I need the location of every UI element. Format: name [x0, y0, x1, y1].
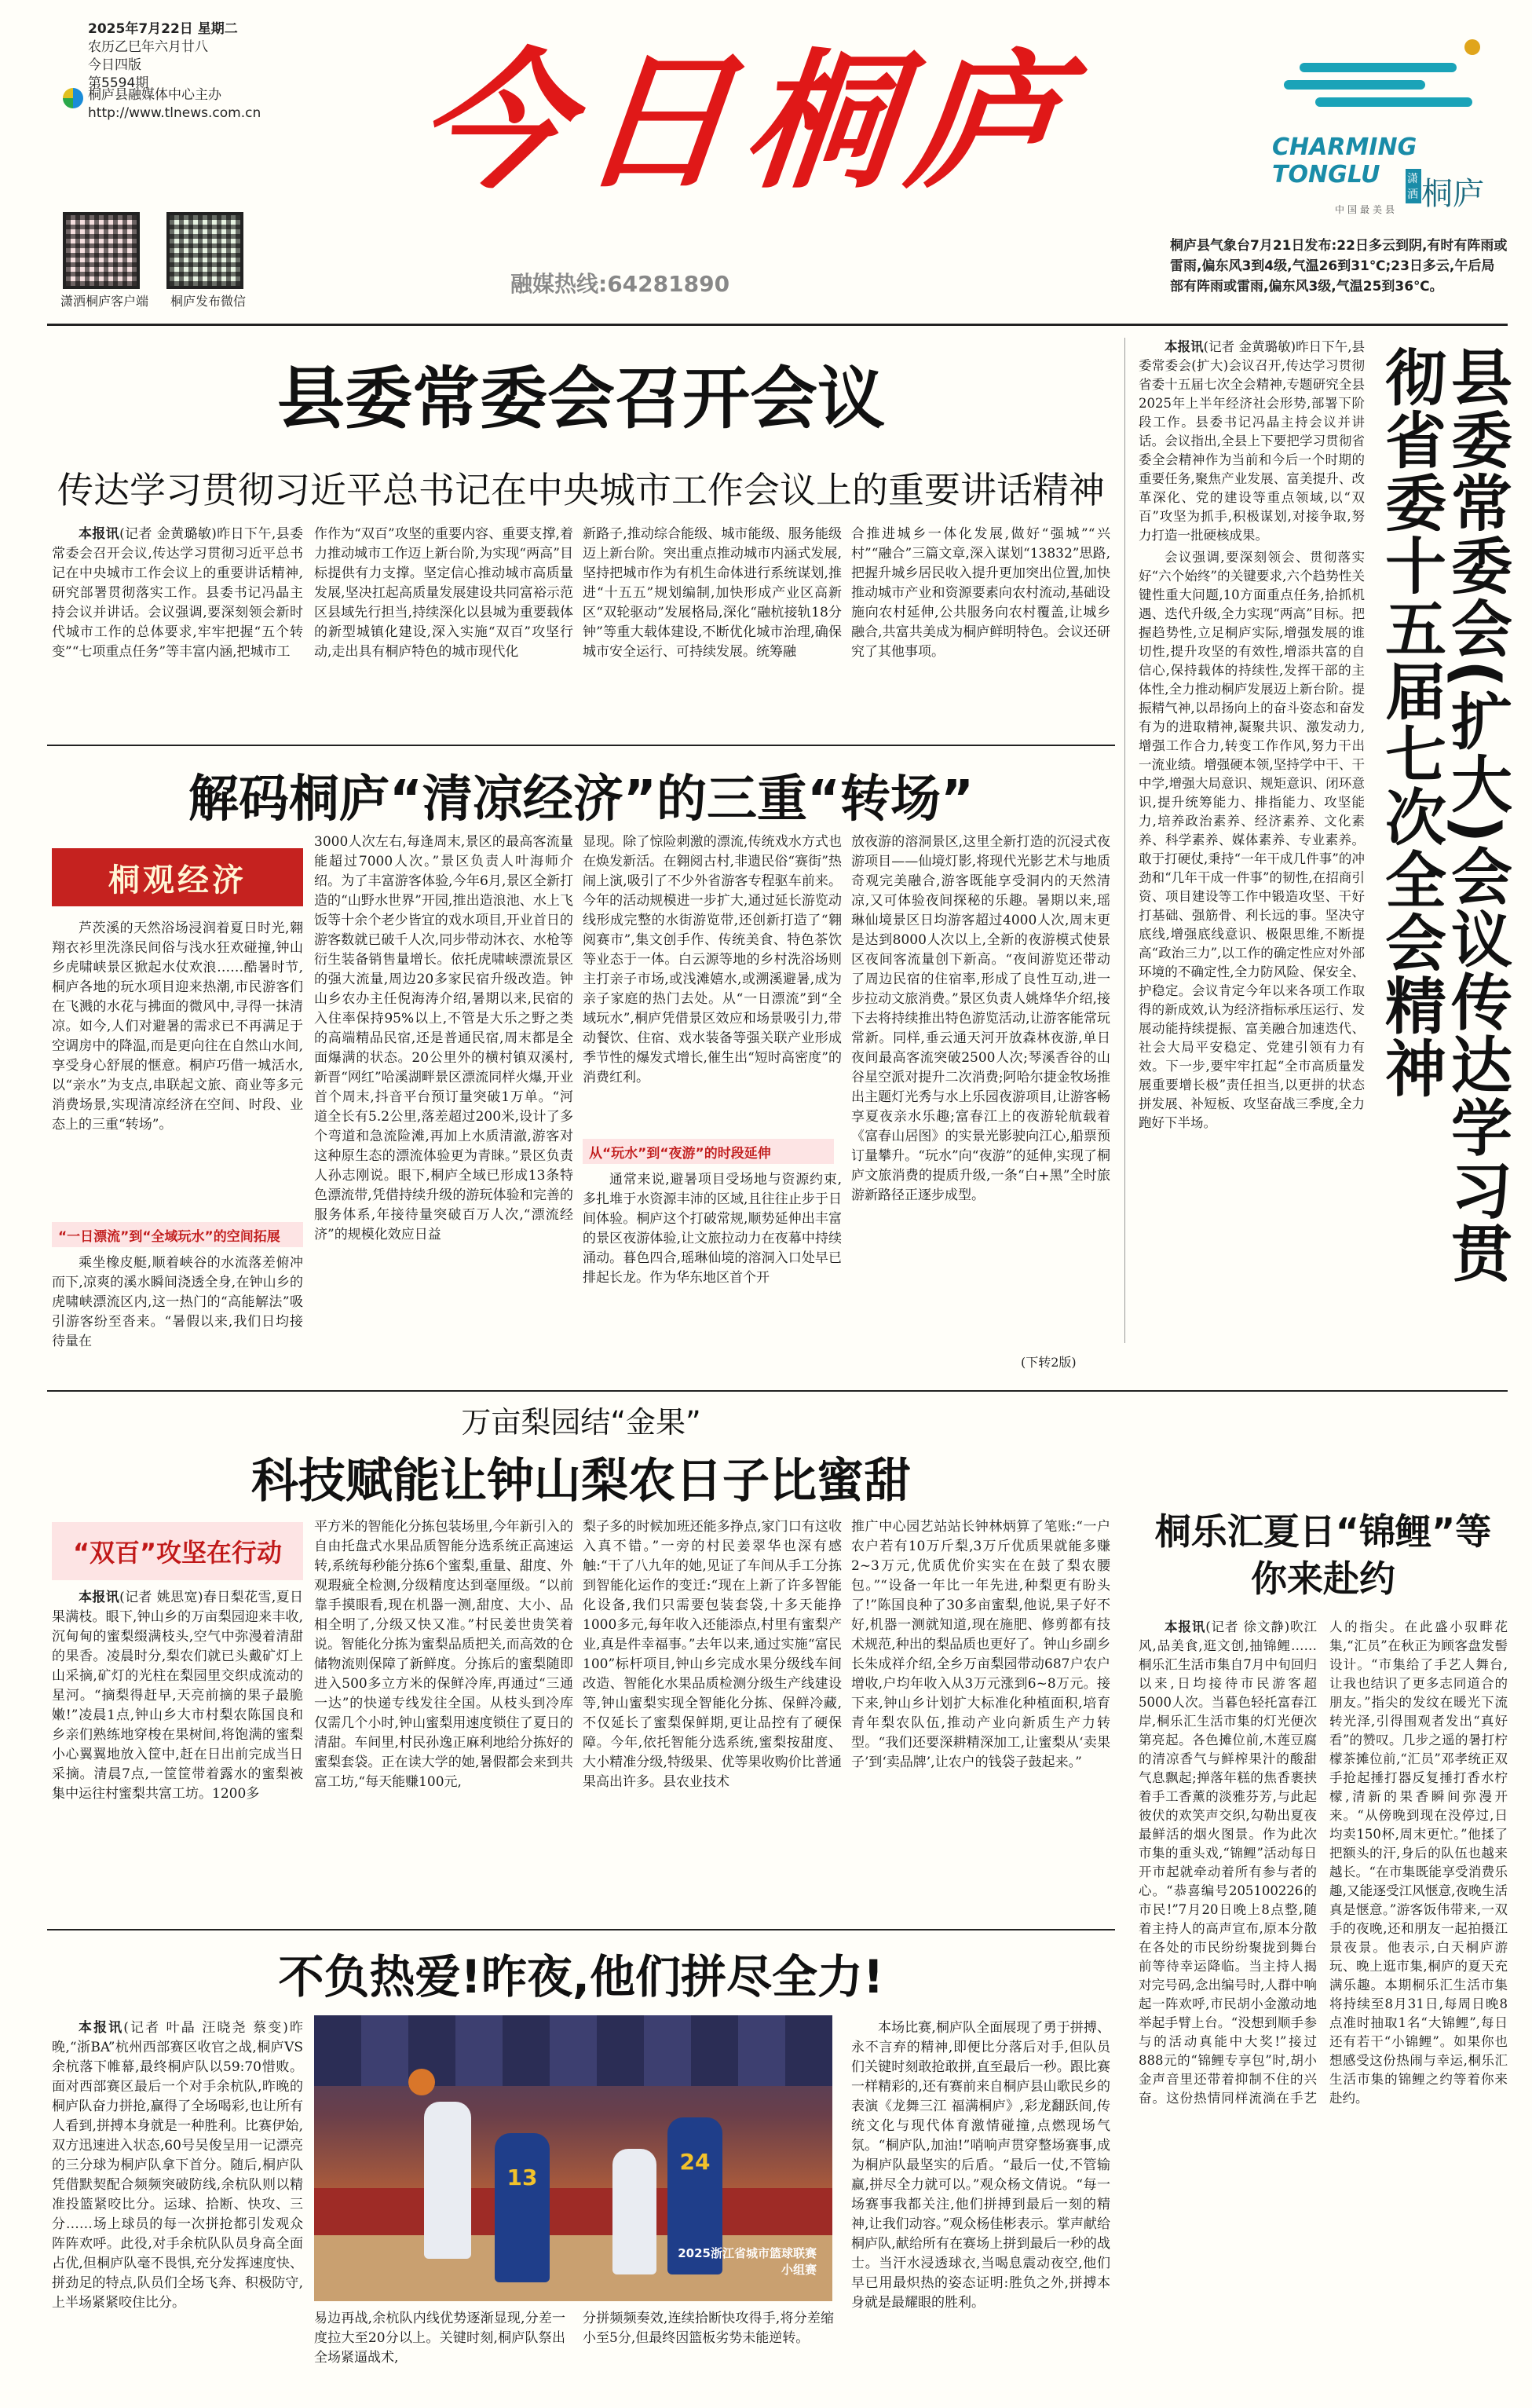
article4-col1 [52, 2018, 303, 2388]
photo-caption2: 小组赛 [781, 2263, 817, 2277]
article3-col2 [314, 1517, 573, 1918]
article2-text3b: 通常来说,避暑项目受场地与资源约束,多扎堆于水资源丰沛的区域,且往往止步于日间体验。桐庐这个打破常规,顺势延伸出丰富的景区夜游体验,让文旅拉动力在夜幕中持续涌动。暮色四合,瑶琳仙境的溶洞入口处早已排起长龙。作为华东地区首个开 [583, 1172, 842, 1286]
photo-watermark [678, 2245, 817, 2278]
side-divider [1124, 338, 1125, 1343]
article2-col4 [851, 833, 1110, 1351]
article1-text3: 新路子,推动综合能级、城市能级、服务能级迈上新台阶。突出重点推动城市内涵式发展,坚持把城市作为有机生命体进行系统谋划,推进“十五五”规划编制,加快形成产业区高新区“双轮驱动”发展格局,深化“融杭接轨18分钟”等重大载体建设,不断优化城市治理,确保城市安全运行、可持续发展。统筹融 [583, 526, 842, 660]
article2-text1a: 芦茨溪的天然浴场浸润着夏日时光,翱翔衣衫里洗涤民间俗与浅水狂欢碰撞,钟山乡虎啸峡景区掀起水仗欢浪……酷暑时节,桐庐各地的玩水项目迎来热潮,市民游客们在飞溅的水花与拂面的微风中,寻得一抹清凉。如今,人们对避暑的需求已不再满足于空调房中的降温,而是更向往在自然山水间,享受身心舒展的惬意。桐庐巧借一城活水,以“亲水”为支点,串联起文旅、商业等多元消费场景,实现清凉经济在空间、时段、业态上的三重“转场”。 [52, 920, 303, 1133]
article2-col3a [583, 833, 842, 1131]
side1-text2: 会议强调,要深刻领会、贯彻落实好“六个始终”的关键要求,六个趋势性关键性重大问题,10方面重点任务,拾抓机遇、迭代升级,全力实现“两高”目标。把握趋势性,立足桐庐实际,增强发展的谁切性,提升攻坚的有效性,增添共富的自信心,保持载体的持续性,发挥干部的主体性,全力推动桐庐发展迈上新台阶。提振精气神,以昂扬向上的奋斗姿态和奋发有为的进取精神,凝聚共识、激发动力,增强工作合力,转变工作作风,努力干出一流业绩。增强硬本领,坚持学中干、干中学,增强大局意识、规矩意识、闭环意识,提升统筹能力、排指能力、攻坚能力,培养政治素养、经济素养、文化素养、科学素养、媒体素养、专业素养。敢于打硬仗,秉持“一年干成几件事”的冲劲和“几年干成一件事”的韧性,在招商引资、项目建设等工作中锻造攻坚、干好打基础、强筋骨、利长远的事。坚决守底线,增强底线意识、极限思维,不断提高“政治三力”,以工作的确定性应对外部环境的不确定性,全力防风险、保安全、护稳定。会议肯定今年以来各项工作取得的新成效,认为经济指标承压运行、发展动能持续提振、富美融合加速迭代、社会大局平安稳定、党建引领有力有效。下一步,要牢牢扛起“全市高质量发展重要增长极”责任担当,以更拼的状态拼发展、补短板、攻坚奋战三季度,全力跑好下半场。 [1139, 550, 1365, 1130]
article1-text4: 合推进城乡一体化发展,做好“强城”“兴村”“融合”三篇文章,深入谋划“13832”思路,把握升城乡居民收入提升更加突出位置,加快推动城市产业和资源要素向农村流动,基础设施向农村延伸,公共服务向农村覆盖,让城乡融合,共富共美成为桐庐鲜明特色。会议还研究了其他事项。 [851, 526, 1110, 660]
side1-byline: 本报讯 [1165, 339, 1204, 354]
side1-reporter: (记者 金黄璐敏) [1203, 339, 1296, 354]
article3-kicker: 万亩梨园结“金果” [461, 1405, 701, 1440]
article1-headline: 县委常委会召开会议 [277, 360, 885, 438]
side1-body [1139, 338, 1365, 1327]
photo-caption: 2025浙江省城市篮球联赛 [678, 2246, 817, 2260]
app-qr-code[interactable] [63, 212, 140, 289]
brand-tag: 潇洒 [1406, 169, 1421, 203]
hotline: 融媒热线:64281890 [510, 271, 730, 297]
article1-col4 [851, 525, 1110, 737]
article1-col1 [52, 525, 303, 737]
article3-byline: 本报讯 [79, 1590, 120, 1605]
article2-headline: 解码桐庐“清凉经济”的三重“转场” [188, 770, 974, 829]
article3-text4: 推广中心园艺站站长钟林炳算了笔账:“一户农户若有10万斤梨,3万斤优质果就能多赚2~3万元,优质优价实实在在鼓了梨农腰包。”“设备一年比一年先进,种梨更有盼头了!”陈国良种了30多亩蜜梨,他说,果子好不好,机器一测就知道,现在施肥、修剪都有技术规范,种出的梨品质也更好了。钟山乡副乡长朱成祥介绍,全乡万亩梨园带动687户农户增收,户均年收入从3万元涨到6~8万元。接下来,钟山乡计划扩大标准化种植面积,培育青年梨农队伍,推动产业向新质生产力转型。“我们还要深耕精深加工,让蜜梨从‘卖果子’到‘卖品牌’,让农户的钱袋子鼓起来。” [851, 1519, 1110, 1770]
article4-headline: 不负热爱!昨夜,他们拼尽全力! [278, 1950, 884, 2004]
brand-name-en: CHARMING TONGLU [1272, 134, 1417, 188]
article2-text2: 3000人次左右,每逢周末,景区的最高客流量能超过7000人次。”景区负责人叶海师介绍。为了丰富游客体验,今年6月,景区全新打造的“山野水世界”开园,推出造浪池、水上飞饭等十余个老少皆宜的戏水项目,开业首日的游客数就已破千人次,同步带动沐衣、水枪等衍生装备销售量增长。依托虎啸峡漂流景区的强大流量,周边20多家民宿升级改造。钟山乡农办主任倪海涛介绍,暑期以来,民宿的入住率保持95%以上,不管是大乐之野之类的高端精品民宿,还是普通民宿,周末都是全面爆满的状态。20公里外的横村镇双溪村,新晋“网红”哈溪湖畔景区漂流同样火爆,开业首个周末,抖音平台预订量突破1万单。“河道全长有5.2公里,落差超过200米,设计了多个弯道和急流险滩,再加上水质清澈,游客对这种原生态的漂流体验更为青睐。”景区负责人孙志刚说。眼下,桐庐全域已形成13条特色漂流带,凭借持续升级的游玩体验和完善的服务体系,年接待量突破百万人次,“漂流经济”的规模化效应日益 [314, 834, 573, 1242]
lunar-date: 农历乙巳年六月廿八 [88, 39, 208, 55]
qr1-label: 潇洒桐庐客户端 [60, 294, 148, 309]
side2-headline: 桐乐汇夏日“锦鲤”等你来赴约 [1154, 1510, 1492, 1600]
article1-subhead: 传达学习贯彻习近平总书记在中央城市工作会议上的重要讲话精神 [57, 469, 1105, 511]
article1-col3 [583, 525, 842, 737]
article2-col3b [583, 1170, 842, 1374]
publisher-name: 桐庐县融媒体中心主办 [88, 87, 221, 103]
brand-name-cn: 桐庐 [1421, 176, 1484, 212]
header-divider [47, 324, 1508, 326]
article2-subhead2: 从“玩水”到“夜游”的时段延伸 [583, 1139, 834, 1164]
brand-wave-icon [1284, 63, 1480, 110]
article3-headline: 科技赋能让钟山梨农日子比蜜甜 [251, 1454, 911, 1509]
player-blue-a: 13 [495, 2133, 550, 2282]
page-count: 今日四版 [88, 57, 141, 73]
basketball-photo [314, 2015, 832, 2301]
side2-reporter: (记者 徐文静) [1205, 1619, 1290, 1634]
column-tag-economy: 桐观经济 [52, 848, 303, 906]
article2-col1b [52, 1253, 303, 1371]
article4-col2a [314, 2309, 565, 2395]
publisher-info [88, 86, 292, 123]
side2-text: 吹江风,品美食,逛文创,抽锦鲤……桐乐汇生活市集自7月中旬回归以来,日均接待市民游客超5000人次。当暮色轻托富春江岸,桐乐汇生活市集的灯光便次第亮起。各色摊位前,木莲豆腐的清凉香气与鲜榨果汁的酸甜气息飘起;掸落年糕的焦香裹挟着手工香薰的淡雅芬芳,与此起彼伏的欢笑声交织,勾勒出夏夜最鲜活的烟火图景。作为此次市集的重头戏,“锦鲤”活动每日开市起就牵动着所有参与者的心。“恭喜编号205100226的市民!”7月20日晚上8点整,随着主持人的高声宣布,原本分散在各处的市民纷纷聚拢到舞台前等待幸运降临。当主持人揭对完号码,念出编号时,人群中响起一阵欢呼,市民胡小金激动地举起手臂上台。“没想到顺手参与的活动真能中大奖!”接过888元的“锦鲤专享包”时,胡小金声音里还带着抑制不住的兴奋。这份热情同样流淌在手艺人的指尖。在此盛小驭畔花集,“汇员”在秋正为顾客盘发髻设计。“市集给了手艺人舞台,让我也结识了更多志同道合的朋友。”指尖的发纹在暖光下流转光泽,引得围观者发出“真好看”的赞叹。几步之遥的暑打柠檬茶摊位前,“汇员”邓孝统正双手抢起捶打器反复捶打香水柠檬,清新的果香瞬间弥漫开来。“从傍晚到现在没停过,日均卖150杯,周末更忙。”他揉了把额头的汗,身后的队伍也越来越长。“在市集既能享受消费乐趣,又能逐受江风惬意,夜晚生活真是惬意。”游客饭伟带来,一双手的夜晚,还和朋友一起拍摄江景夜景。他表示,白天桐庐游玩、晚上逛市集,桐庐的夏天充满乐趣。本期桐乐汇生活市集将持续至8月31日,每周日晚8点准时抽取1名“大锦鲤”,每日还有若干“小锦鲤”。如果你也想感受这份热闹与幸运,桐乐汇生活市集的锦鲤之约等着你来赴约。 [1139, 1619, 1508, 2106]
article1-reporter: (记者 金黄璐敏) [119, 526, 217, 542]
article2-col1a [52, 919, 303, 1217]
article4-byline: 本报讯 [79, 2020, 124, 2036]
article3-reporter: (记者 姚思宽) [119, 1590, 203, 1605]
column-tag-campaign: “双百”攻坚在行动 [52, 1522, 303, 1580]
issue-date: 2025年7月22日 星期二 [88, 21, 238, 37]
article3-text2: 平方米的智能化分拣包装场里,今年新引入的自由托盘式水果品质智能分选系统正高速运转,系统每秒能分拣6个蜜梨,重量、甜度、外观瑕疵全检测,分级精度达到毫厘级。“以前靠手摸眼看,现在机器一测,甜度、大小、品相全明了,分级又快又准。”村民姜世贵笑着说。智能化分拣为蜜梨品质把关,而高效的仓储物流则保障了新鲜度。分拣后的蜜梨随即进入500多立方米的保鲜冷库,再通过“三通一达”的快递专线发往全国。从枝头到冷库仅需几个小时,钟山蜜梨用速度锁住了夏日的清甜。车间里,村民孙逸正麻利地给分拣好的蜜梨套袋。正在读大学的她,暑假都会来到共富工坊,“每天能赚100元, [314, 1519, 573, 1790]
article4-text3: 本场比赛,桐庐队全面展现了勇于拼搏、永不言弃的精神,即便比分落后对手,但队员们关键时刻敢抢敢拼,直至最后一秒。跟比赛一样精彩的,还有赛前来自桐庐县山歌民乡的表演《龙舞三江 福满桐庐》,彩龙翻跃间,传统文化与现代体育激情碰撞,点燃现场气氛。“桐庐队,加油!”哨响声贯穿整场赛事,成为桐庐队最坚实的后盾。“最后一仗,不管输赢,拼尽全力就可以。”观众杨文倩说。“每一场赛事我都关注,他们拼搏到最后一刻的精神,让我们动容。”观众杨佳彬表示。掌声献给桐庐队,献给所有在赛场上拼到最后一秒的战士。当汗水浸透球衣,当喝息震动夜空,他们早已用最炽热的姿态证明:胜负之外,拼搏本身就是最耀眼的胜利。 [851, 2020, 1110, 2311]
article1-text1: 昨日下午,县委常委会召开会议,传达学习贯彻习近平总书记在中央城市工作会议上的重要讲话精神,研究部署贯彻落实工作。县委书记冯晶主持会议并讲话。会议强调,要深刻领会新时代城市工作的总体要求,牢牢把握“五个转变”“七项重点任务”等丰富内涵,把城市工 [52, 526, 303, 660]
article2-continued[interactable]: (下转2版) [1021, 1355, 1077, 1370]
article3-col3 [583, 1517, 842, 1918]
article2-text1b: 乘坐橡皮艇,顺着峡谷的水流落差俯冲而下,凉爽的溪水瞬间浇透全身,在钟山乡的虎啸峡漂流区内,这一热门的“高能解法”吸引游客纷至沓来。“暑假以来,我们日均接待量在 [52, 1255, 303, 1349]
masthead-title: 今日桐庐 [410, 34, 1082, 209]
publisher-logo-icon [63, 88, 83, 108]
article4-text2b: 分拼频频奏效,连续拾断快攻得手,将分差缩小至5分,但最终因篮板劣势未能逆转。 [583, 2311, 834, 2346]
divider-a2 [47, 1390, 1508, 1392]
player-white-b [612, 2149, 656, 2274]
article3-text3: 梨子多的时候加班还能多挣点,家门口有这收入真不错。”一旁的村民姜翠华也深有感触:“干了八九年的她,见证了车间从手工分拣到智能化运作的变迁:“现在上新了许多智能化设备,我们只需要包装套袋,十多天能挣1000多元,每年收入还能添点,村里有蜜梨产业,真是件幸福事。”去年以来,通过实施“富民100”标杆项目,钟山乡完成水果分级线车间改造、智能化水果品质检测分级生产线建设等,钟山蜜梨实现全智能化分拣、保鲜冷藏,不仅延长了蜜梨保鲜期,更让品控有了硬保障。今年,依托智能分选系统,蜜梨按甜度、大小精准分级,特级果、优等果收购价比普通果高出许多。县农业技术 [583, 1519, 842, 1790]
issue-number: 第5594期 [88, 75, 149, 91]
side2-body [1139, 1618, 1508, 2388]
article2-subhead1: “一日漂流”到“全域玩水”的空间拓展 [52, 1222, 303, 1247]
header-meta [88, 20, 292, 93]
brand-sub: 中国最美县 [1335, 204, 1399, 215]
article3-col1 [52, 1588, 303, 1918]
article1-byline: 本报讯 [79, 526, 120, 542]
article4-col3 [851, 2018, 1110, 2388]
side1-headline: 县委常委会(扩大)会议传达学习贯彻省委十五届七次全会精神 [1375, 346, 1512, 1285]
article1-col2 [314, 525, 573, 737]
player-white [424, 2102, 471, 2259]
divider-a1 [47, 745, 1115, 746]
article3-text1: 春日梨花雪,夏日果满枝。眼下,钟山乡的万亩梨园迎来丰收,沉甸甸的蜜梨缀满枝头,空气中弥漫着清甜的果香。凌晨时分,梨农们就已头戴矿灯上山采摘,矿灯的光柱在梨园里交织成流动的星河。“摘梨得赶早,天亮前摘的果子最脆嫩!”凌晨1点,钟山乡大市村梨农陈国良和乡亲们熟练地穿梭在果树间,将饱满的蜜梨小心翼翼地放入筐中,赶在日出前完成当日采摘。清晨7点,一筐筐带着露水的蜜梨被集中运往村蜜梨共富工坊。1200多 [52, 1590, 303, 1802]
article4-col2b [583, 2309, 834, 2395]
article4-text2a: 易边再战,余杭队内线优势逐渐显现,分差一度拉大至20分以上。关键时刻,桐庐队祭出全场紧逼战术, [314, 2311, 565, 2366]
basketball-icon [408, 2069, 435, 2095]
article1-text2: 作作为“双百”攻坚的重要内容、重要支撑,着力推动城市工作迈上新台阶,为实现“两高”目标提供有力支撑。坚定信心推动城市高质量发展,坚决扛起高质量发展建设共同富裕示范区县域先行担当,持续深化以县城为重要载体的新型城镇化建设,深入实施“双百”攻坚行动,走出具有桐庐特色的城市现代化 [314, 526, 573, 660]
player-blue-b: 24 [667, 2117, 722, 2274]
article4-reporter: (记者 叶晶 汪晓尧 蔡变) [123, 2020, 288, 2036]
side1-text1: 昨日下午,县委常委会(扩大)会议召开,传达学习贯彻省委十五届七次全会精神,专题研究全县2025年上半年经济社会形势,部署下阶段工作。县委书记冯晶主持会议并讲话。会议指出,全县上下要把学习贯彻省委全会精神作为当前和今后一个时期的重要任务,聚焦产业发展、富美提升、改革深化、党的建设等重点领域,以“双百”攻坚为抓手,积极谋划,对接争取,努力打造一批硬核成果。 [1139, 339, 1365, 543]
article3-col4 [851, 1517, 1110, 1918]
article2-col2 [314, 833, 573, 1374]
weather-report: 桐庐县气象台7月21日发布:22日多云到阴,有时有阵雨或雷雨,偏东风3到4级,气温26到31℃;23日多云,午后局部有阵雨或雷雨,偏东风3级,气温25到36℃。 [1170, 238, 1508, 295]
qr2-label: 桐庐发布微信 [170, 294, 246, 309]
website-link[interactable]: http://www.tlnews.com.cn [88, 105, 261, 121]
side2-byline: 本报讯 [1165, 1619, 1206, 1634]
divider-a3 [47, 1929, 1115, 1930]
article2-text3a: 显现。除了惊险刺激的漂流,传统戏水方式也在焕发新活。在翱阅古村,非遗民俗“赛街”热闹上演,吸引了不少外省游客专程驱车前来。今年的活动规模进一步扩大,通过延长游览动线形成完整的水街游览带,还创新打造了“翱阅赛市”,集文创手作、传统美食、特色茶饮等业态于一体。白云源等地的乡村洗浴场则主打亲子市场,或浅滩嬉水,或溯溪避暑,成为亲子家庭的热门去处。从“一日漂流”到“全域玩水”,桐庐凭借景区效应和场景吸引力,带动餐饮、住宿、戏水装备等强关联产业形成季节性的爆发式增长,催生出“短时高密度”的消费红利。 [583, 834, 842, 1085]
article4-text1: 昨晚,“浙BA”杭州西部赛区收官之战,桐庐VS余杭落下帷幕,最终桐庐队以59:70惜败。面对西部赛区最后一个对手余杭队,昨晚的桐庐队奋力拼抢,赢得了全场喝彩,也让所有人看到,拼搏本身就是一种胜利。比赛伊始,双方迅速进入状态,60号吴俊呈用一记漂亮的三分球为桐庐队拿下首分。随后,桐庐队凭借默契配合频频突破防线,余杭队则以精准投篮紧咬比分。运球、拾断、快攻、三分……场上球员的每一次拼抢都引发观众阵阵欢呼。此役,对手余杭队队员身高全面占优,但桐庐队毫不畏惧,充分发挥速度快、拼劲足的特点,队员们全场飞奔、积极防守,上半场紧紧咬住比分。 [52, 2020, 303, 2311]
article2-text4: 放夜游的溶洞景区,这里全新打造的沉浸式夜游项目——仙境灯影,将现代光影艺术与地质奇观完美融合,游客既能享受洞内的天然清凉,又可体验夜间探秘的乐趣。暑期以来,瑶琳仙境景区日均游客超过4000人次,周末更是达到8000人次以上,全新的夜游模式使景区夜间客流量创下新高。“夜间游览还带动了周边民宿的住宿率,形成了良性互动,进一步拉动文旅消费。”景区负责人姚烽华介绍,接下去将持续推出特色游览活动,让游客能常玩常新。同样,垂云通天河开放森林夜游,单日夜间最高客流突破2500人次;琴溪香谷的山谷星空派对提升二次消费;阿哈尔捷金牧场推出主题灯光秀与水上乐园夜游项目,让游客畅享夏夜亲水乐趣;富春江上的夜游轮航载着《富春山居图》的实景光影驶向江心,船票预订量攀升。“玩水”向“夜游”的延伸,实现了桐庐文旅消费的提质升级,一条“白+黑”全时旅游新路径正逐步成型。 [851, 834, 1110, 1203]
wechat-qr-code[interactable] [166, 212, 243, 289]
